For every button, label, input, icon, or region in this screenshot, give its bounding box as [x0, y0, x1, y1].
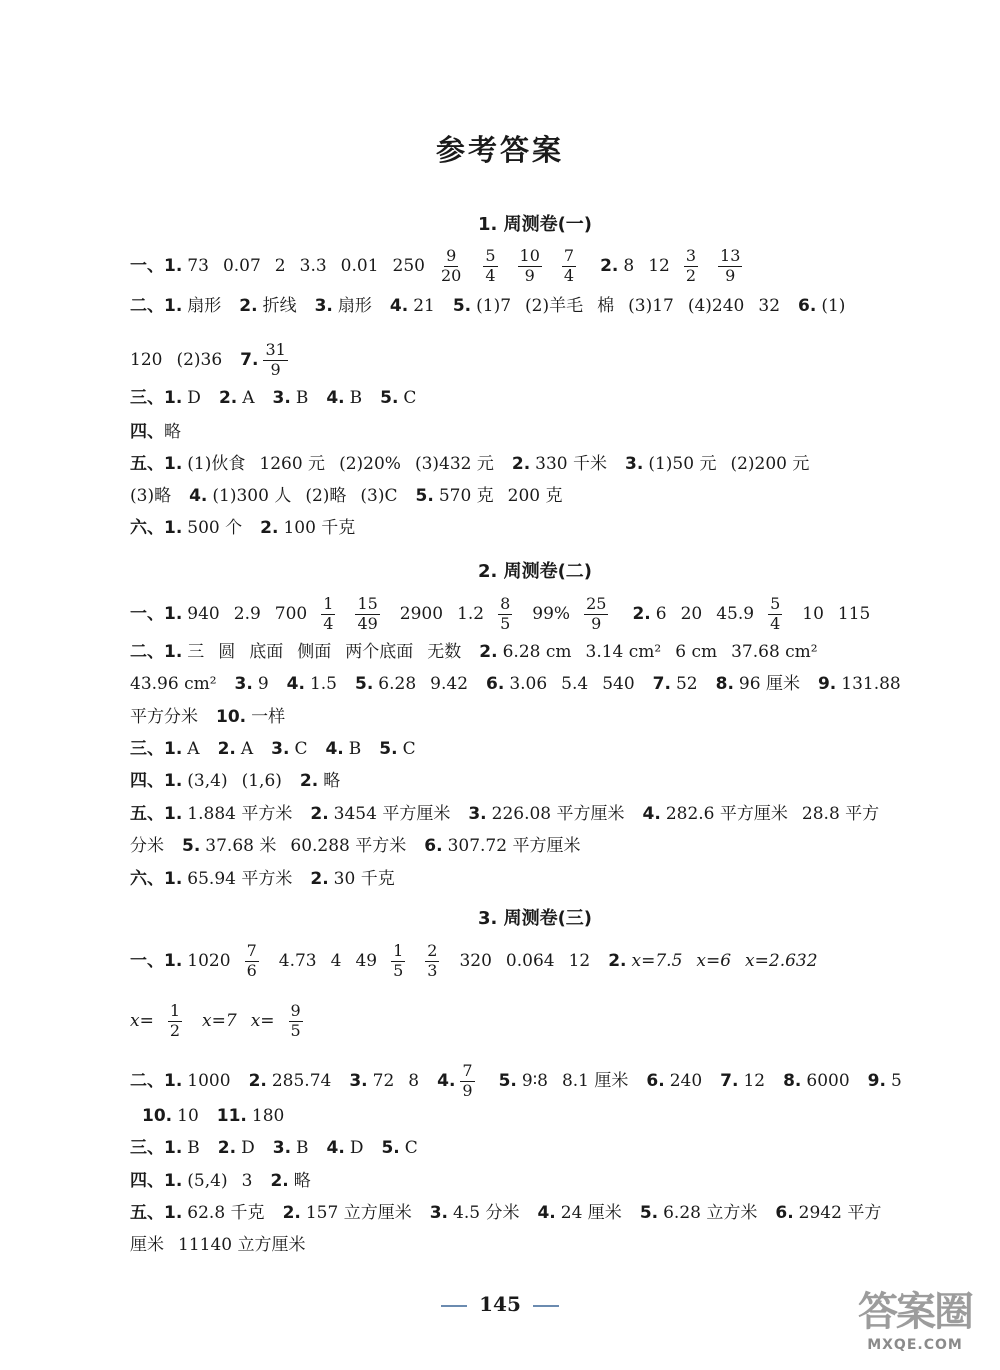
answer-value: 6000 — [806, 1070, 850, 1091]
answer-value: 180 — [251, 1106, 285, 1126]
answer-value: 略 — [164, 422, 181, 442]
answer-value: 2 — [274, 255, 286, 276]
answer-value: 平方分米 — [130, 707, 198, 727]
question-number: 1. — [164, 804, 183, 824]
answer-value: D — [241, 1138, 255, 1158]
answer-value: (2)略 — [305, 486, 347, 506]
answer-value: 3.3 — [299, 255, 327, 276]
question-number: 10. — [142, 1106, 173, 1126]
question-number: 六、 — [130, 869, 164, 889]
answer-line — [130, 773, 950, 790]
answer-value: x= — [250, 1010, 275, 1031]
answer-line — [142, 1108, 950, 1125]
answer-value: 0.07 — [222, 255, 261, 276]
answer-value: 240 — [669, 1070, 703, 1091]
answer-value: x=6 — [696, 950, 732, 971]
question-number: 9. — [867, 1070, 886, 1091]
question-number: 6. — [424, 836, 443, 856]
question-number: 8. — [783, 1070, 802, 1091]
answer-value: 10 — [802, 603, 824, 624]
fraction: $\frac{1}{4}$ — [323, 594, 334, 633]
answer-value: 侧面 — [297, 642, 332, 662]
answer-value: 11140 立方厘米 — [178, 1235, 306, 1255]
question-number: 五、 — [130, 804, 164, 824]
answer-value: 圆 — [218, 642, 236, 662]
fraction: $\frac{3}{2}$ — [685, 246, 697, 285]
answer-value: 940 — [187, 603, 220, 624]
answer-value: 0.064 — [505, 950, 555, 971]
answer-value: C — [403, 388, 417, 408]
answer-line — [130, 248, 950, 285]
question-number: 4. — [286, 674, 305, 694]
fraction: $\frac{5}{4}$ — [485, 246, 496, 285]
question-number: 四、 — [130, 1171, 164, 1191]
answer-value: A — [240, 739, 254, 759]
question-number: 5. — [415, 486, 434, 506]
answer-value: 285.74 — [271, 1070, 332, 1091]
answer-value: 226.08 平方厘米 — [491, 804, 625, 824]
answer-line — [130, 520, 950, 537]
watermark-logo: 答案圈 MXQE.COM — [858, 1289, 972, 1353]
question-number: 二、 — [130, 1070, 164, 1091]
answer-value: 5 — [890, 1070, 902, 1091]
fraction: $\frac{1}{5}$ — [393, 941, 404, 980]
answer-value: 0.01 — [340, 255, 379, 276]
question-number: 4. — [325, 739, 344, 759]
question-number: 3. — [625, 454, 644, 474]
answer-value: 6.28 立方米 — [663, 1203, 758, 1223]
question-number: 1. — [164, 603, 183, 624]
answer-value: (1)50 元 — [648, 454, 717, 474]
question-number: 一、 — [130, 950, 164, 971]
answer-value: (5,4) — [187, 1171, 228, 1191]
fraction: $\frac{7}{9}$ — [462, 1061, 473, 1100]
question-number: 2. — [217, 739, 236, 759]
answer-value: 500 个 — [187, 518, 243, 538]
answer-value: 12 — [648, 255, 670, 276]
question-number: 4. — [437, 1070, 456, 1091]
answer-value: 分米 — [130, 836, 164, 856]
answer-value: A — [187, 739, 200, 759]
answer-value: 3454 平方厘米 — [333, 804, 451, 824]
fraction: $\frac{1}{2}$ — [169, 1001, 181, 1040]
answer-value: C — [402, 739, 416, 759]
question-number: 5. — [639, 1203, 659, 1223]
answer-value: 21 — [413, 296, 435, 316]
answer-value: 扇形 — [187, 296, 222, 316]
question-number: 5. — [498, 1070, 517, 1091]
question-number: 2. — [299, 771, 319, 791]
answer-line — [130, 871, 950, 888]
answer-value: 99% — [532, 603, 571, 624]
answer-value: (4)240 — [687, 296, 745, 316]
question-number: 1. — [164, 255, 183, 276]
question-number: 6. — [775, 1203, 794, 1223]
fraction: $\frac{10}{9}$ — [519, 246, 540, 285]
answer-line — [130, 741, 950, 758]
question-number: 一、 — [130, 603, 164, 624]
answer-value: C — [294, 739, 308, 759]
answer-value: (3,4) — [187, 771, 228, 791]
question-number: 1. — [164, 454, 183, 474]
question-number: 5. — [381, 1138, 400, 1158]
section-heading: 2. 周测卷(二) — [477, 561, 593, 582]
question-number: 11. — [216, 1106, 247, 1126]
question-number: 5. — [182, 836, 201, 856]
fraction: $\frac{8}{5}$ — [500, 594, 511, 633]
fraction: $\frac{31}{9}$ — [265, 340, 286, 379]
question-number: 二、 — [130, 296, 164, 316]
answer-value: 6 — [655, 603, 667, 624]
answer-value: 43.96 cm² — [130, 674, 217, 694]
answer-line — [130, 644, 950, 661]
answer-value: 12 — [568, 950, 591, 971]
answer-value: (1,6) — [241, 771, 282, 791]
question-number: 2. — [511, 454, 531, 474]
question-number: 4. — [389, 296, 409, 316]
question-number: 六、 — [130, 518, 164, 538]
answer-value: 3 — [241, 1171, 253, 1191]
question-number: 7. — [240, 349, 259, 370]
answer-value: 540 — [602, 674, 635, 694]
answer-line — [130, 1205, 950, 1222]
question-number: 1. — [164, 1138, 183, 1158]
question-number: 1. — [164, 1070, 183, 1091]
answer-value: 307.72 平方厘米 — [447, 836, 581, 856]
answer-value: 65.94 平方米 — [187, 869, 293, 889]
answer-value: B — [296, 1138, 309, 1158]
answer-value: 3.06 — [509, 674, 548, 694]
question-number: 2. — [218, 388, 238, 408]
question-number: 4. — [189, 486, 208, 506]
question-number: 3. — [272, 388, 291, 408]
question-number: 三、 — [130, 739, 164, 759]
question-number: 5. — [379, 739, 398, 759]
answer-value: (3)C — [360, 486, 398, 506]
question-number: 1. — [164, 642, 183, 662]
answer-line — [130, 1237, 950, 1254]
answer-value: 9.42 — [430, 674, 469, 694]
answer-value: 2900 — [399, 603, 444, 624]
question-number: 2. — [248, 1070, 267, 1091]
fraction: $\frac{15}{49}$ — [357, 594, 378, 633]
question-number: 4. — [326, 388, 345, 408]
question-number: 2. — [310, 804, 329, 824]
question-number: 3. — [314, 296, 333, 316]
question-number: 1. — [164, 869, 183, 889]
answer-value: (2)20% — [339, 454, 401, 474]
question-number: 2. — [600, 255, 619, 276]
question-number: 6. — [798, 296, 817, 316]
answer-value: (1)300 人 — [212, 486, 292, 506]
question-number: 一、 — [130, 255, 164, 276]
fraction: $\frac{9}{5}$ — [290, 1001, 301, 1040]
answer-line — [130, 596, 950, 633]
answer-value: 4.73 — [278, 950, 317, 971]
answer-value: (2)36 — [176, 349, 223, 370]
answer-value: 扇形 — [337, 296, 372, 316]
answer-value: 6 cm — [675, 642, 718, 662]
answer-value: A — [242, 388, 255, 408]
question-number: 1. — [164, 739, 183, 759]
answer-value: 30 千克 — [333, 869, 395, 889]
question-number: 3. — [429, 1203, 449, 1223]
answer-value: 2942 平方 — [798, 1203, 882, 1223]
answer-value: B — [187, 1138, 200, 1158]
answer-value: 1.884 平方米 — [187, 804, 293, 824]
answer-value: (3)略 — [130, 486, 172, 506]
question-number: 2. — [239, 296, 258, 316]
question-number: 2. — [260, 518, 279, 538]
answer-value: 8 — [623, 255, 635, 276]
answer-value: 32 — [758, 296, 781, 316]
answer-line — [130, 298, 950, 315]
answer-value: (3)17 — [628, 296, 674, 316]
answer-line — [130, 1063, 950, 1100]
answer-value: (2)200 元 — [730, 454, 810, 474]
answer-line — [130, 1173, 950, 1190]
question-number: 五、 — [130, 1203, 164, 1223]
answer-value: x=2.632 — [745, 950, 818, 971]
answer-value: (1)7 — [476, 296, 512, 316]
answer-value: 96 厘米 — [738, 674, 800, 694]
answer-value: 底面 — [249, 642, 284, 662]
answer-line — [130, 456, 950, 473]
answer-value: 6.28 — [378, 674, 417, 694]
question-number: 5. — [452, 296, 472, 316]
answer-value: 1260 元 — [259, 454, 326, 474]
answer-value: 无数 — [427, 642, 462, 662]
question-number: 1. — [164, 518, 183, 538]
section-heading: 1. 周测卷(一) — [477, 214, 593, 235]
question-number: 6. — [486, 674, 505, 694]
fraction: $\frac{5}{4}$ — [770, 594, 781, 633]
answer-value: 折线 — [262, 296, 297, 316]
question-number: 1. — [164, 950, 183, 971]
answer-line — [130, 1003, 950, 1040]
answer-line — [130, 424, 950, 441]
question-number: 4. — [537, 1203, 556, 1223]
answer-value: 282.6 平方厘米 — [665, 804, 788, 824]
answer-value: 一样 — [251, 707, 286, 727]
question-number: 2. — [632, 603, 651, 624]
question-number: 1. — [164, 1171, 183, 1191]
answer-value: 37.68 米 — [205, 836, 277, 856]
section-heading: 3. 周测卷(三) — [477, 908, 593, 929]
answer-value: 20 — [680, 603, 703, 624]
question-number: 1. — [164, 388, 183, 408]
question-number: 3. — [468, 804, 487, 824]
question-number: 1. — [164, 296, 183, 316]
answer-value: 320 — [459, 950, 492, 971]
answer-value: 1020 — [187, 950, 231, 971]
question-number: 1. — [164, 771, 183, 791]
fraction: $\frac{9}{20}$ — [440, 246, 462, 285]
answer-value: 1.2 — [457, 603, 485, 624]
answer-value: D — [349, 1138, 364, 1158]
question-number: 3. — [271, 739, 290, 759]
answer-value: 略 — [293, 1171, 311, 1191]
answer-value: 2.9 — [233, 603, 261, 624]
question-number: 2. — [282, 1203, 301, 1223]
question-number: 7. — [720, 1070, 739, 1091]
question-number: 2. — [270, 1171, 289, 1191]
answer-value: 棉 — [597, 296, 615, 316]
answer-line — [130, 390, 950, 407]
answer-value: (2)羊毛 — [525, 296, 584, 316]
answer-value: x= — [130, 1010, 154, 1031]
question-number: 4. — [326, 1138, 345, 1158]
answer-value: 28.8 平方 — [801, 804, 880, 824]
answer-value: 略 — [323, 771, 341, 791]
question-number: 四、 — [130, 422, 164, 442]
answer-value: 120 — [130, 349, 163, 370]
answer-line — [130, 709, 950, 726]
question-number: 三、 — [130, 1138, 164, 1158]
answer-value: 131.88 — [841, 674, 901, 694]
answer-value: 9 — [257, 674, 269, 694]
answer-value: B — [348, 739, 362, 759]
answer-value: 厘米 — [130, 1235, 164, 1255]
question-number: 8. — [715, 674, 734, 694]
fraction: $\frac{2}{3}$ — [427, 941, 438, 980]
answer-value: 1.5 — [309, 674, 337, 694]
fraction: $\frac{7}{4}$ — [563, 246, 575, 285]
answer-value: 1000 — [187, 1070, 231, 1091]
page-number: 145 — [0, 1292, 1000, 1316]
answer-value: 72 — [372, 1070, 395, 1091]
answer-value: 200 克 — [507, 486, 563, 506]
question-number: 9. — [817, 674, 837, 694]
answer-value: 两个底面 — [345, 642, 414, 662]
answer-value: C — [404, 1138, 418, 1158]
answer-value: (1)伙食 — [187, 454, 246, 474]
fraction: $\frac{13}{9}$ — [720, 246, 741, 285]
answer-line — [130, 676, 950, 693]
answer-value: 8 — [408, 1070, 420, 1091]
answer-line — [130, 806, 950, 823]
answer-value: 45.9 — [716, 603, 755, 624]
question-number: 2. — [217, 1138, 237, 1158]
question-number: 五、 — [130, 454, 164, 474]
answer-value: 330 千米 — [535, 454, 608, 474]
question-number: 3. — [272, 1138, 292, 1158]
question-number: 3. — [234, 674, 253, 694]
answer-line — [130, 342, 950, 379]
question-number: 5. — [355, 674, 374, 694]
answer-value: 570 克 — [438, 486, 494, 506]
answer-line — [130, 1140, 950, 1157]
answer-value: 49 — [355, 950, 378, 971]
answer-value: (3)432 元 — [414, 454, 494, 474]
answer-value: (1) — [821, 296, 846, 316]
answer-value: D — [187, 388, 201, 408]
question-number: 2. — [310, 869, 329, 889]
page-title: 参考答案 — [435, 133, 564, 167]
answer-value: 4 — [330, 950, 342, 971]
question-number: 6. — [646, 1070, 665, 1091]
fraction: $\frac{25}{9}$ — [586, 594, 607, 633]
answer-value: 5.4 — [561, 674, 589, 694]
answer-value: 9∶8 — [521, 1070, 548, 1091]
answer-value: 700 — [274, 603, 308, 624]
answer-value: B — [349, 388, 363, 408]
question-number: 1. — [164, 1203, 183, 1223]
answer-value: 37.68 cm² — [731, 642, 818, 662]
answer-value: x=7 — [202, 1010, 237, 1031]
question-number: 4. — [642, 804, 661, 824]
answer-value: 115 — [837, 603, 871, 624]
question-number: 三、 — [130, 388, 164, 408]
answer-line — [130, 943, 950, 980]
answer-value: 73 — [187, 255, 209, 276]
answer-value: 10 — [177, 1106, 199, 1126]
answer-value: 12 — [743, 1070, 766, 1091]
question-number: 2. — [608, 950, 627, 971]
answer-value: 100 千克 — [283, 518, 356, 538]
answer-value: 24 厘米 — [560, 1203, 622, 1223]
question-number: 二、 — [130, 642, 164, 662]
answer-value: 62.8 千克 — [187, 1203, 265, 1223]
answer-value: x=7.5 — [631, 950, 683, 971]
answer-value: 三 — [187, 642, 205, 662]
answer-value: 52 — [675, 674, 698, 694]
answer-value: 250 — [392, 255, 425, 276]
question-number: 3. — [349, 1070, 368, 1091]
answer-line — [130, 838, 950, 855]
answer-value: 8.1 厘米 — [561, 1070, 629, 1091]
fraction: $\frac{7}{6}$ — [246, 941, 257, 980]
question-number: 5. — [380, 388, 399, 408]
answer-value: B — [295, 388, 309, 408]
question-number: 四、 — [130, 771, 164, 791]
answer-value: 60.288 平方米 — [290, 836, 407, 856]
question-number: 10. — [216, 707, 247, 727]
answer-value: 3.14 cm² — [585, 642, 662, 662]
answer-value: 6.28 cm — [502, 642, 572, 662]
question-number: 7. — [652, 674, 671, 694]
question-number: 2. — [479, 642, 498, 662]
answer-value: 4.5 分米 — [453, 1203, 520, 1223]
answer-value: 157 立方厘米 — [305, 1203, 412, 1223]
answer-line — [130, 488, 950, 505]
